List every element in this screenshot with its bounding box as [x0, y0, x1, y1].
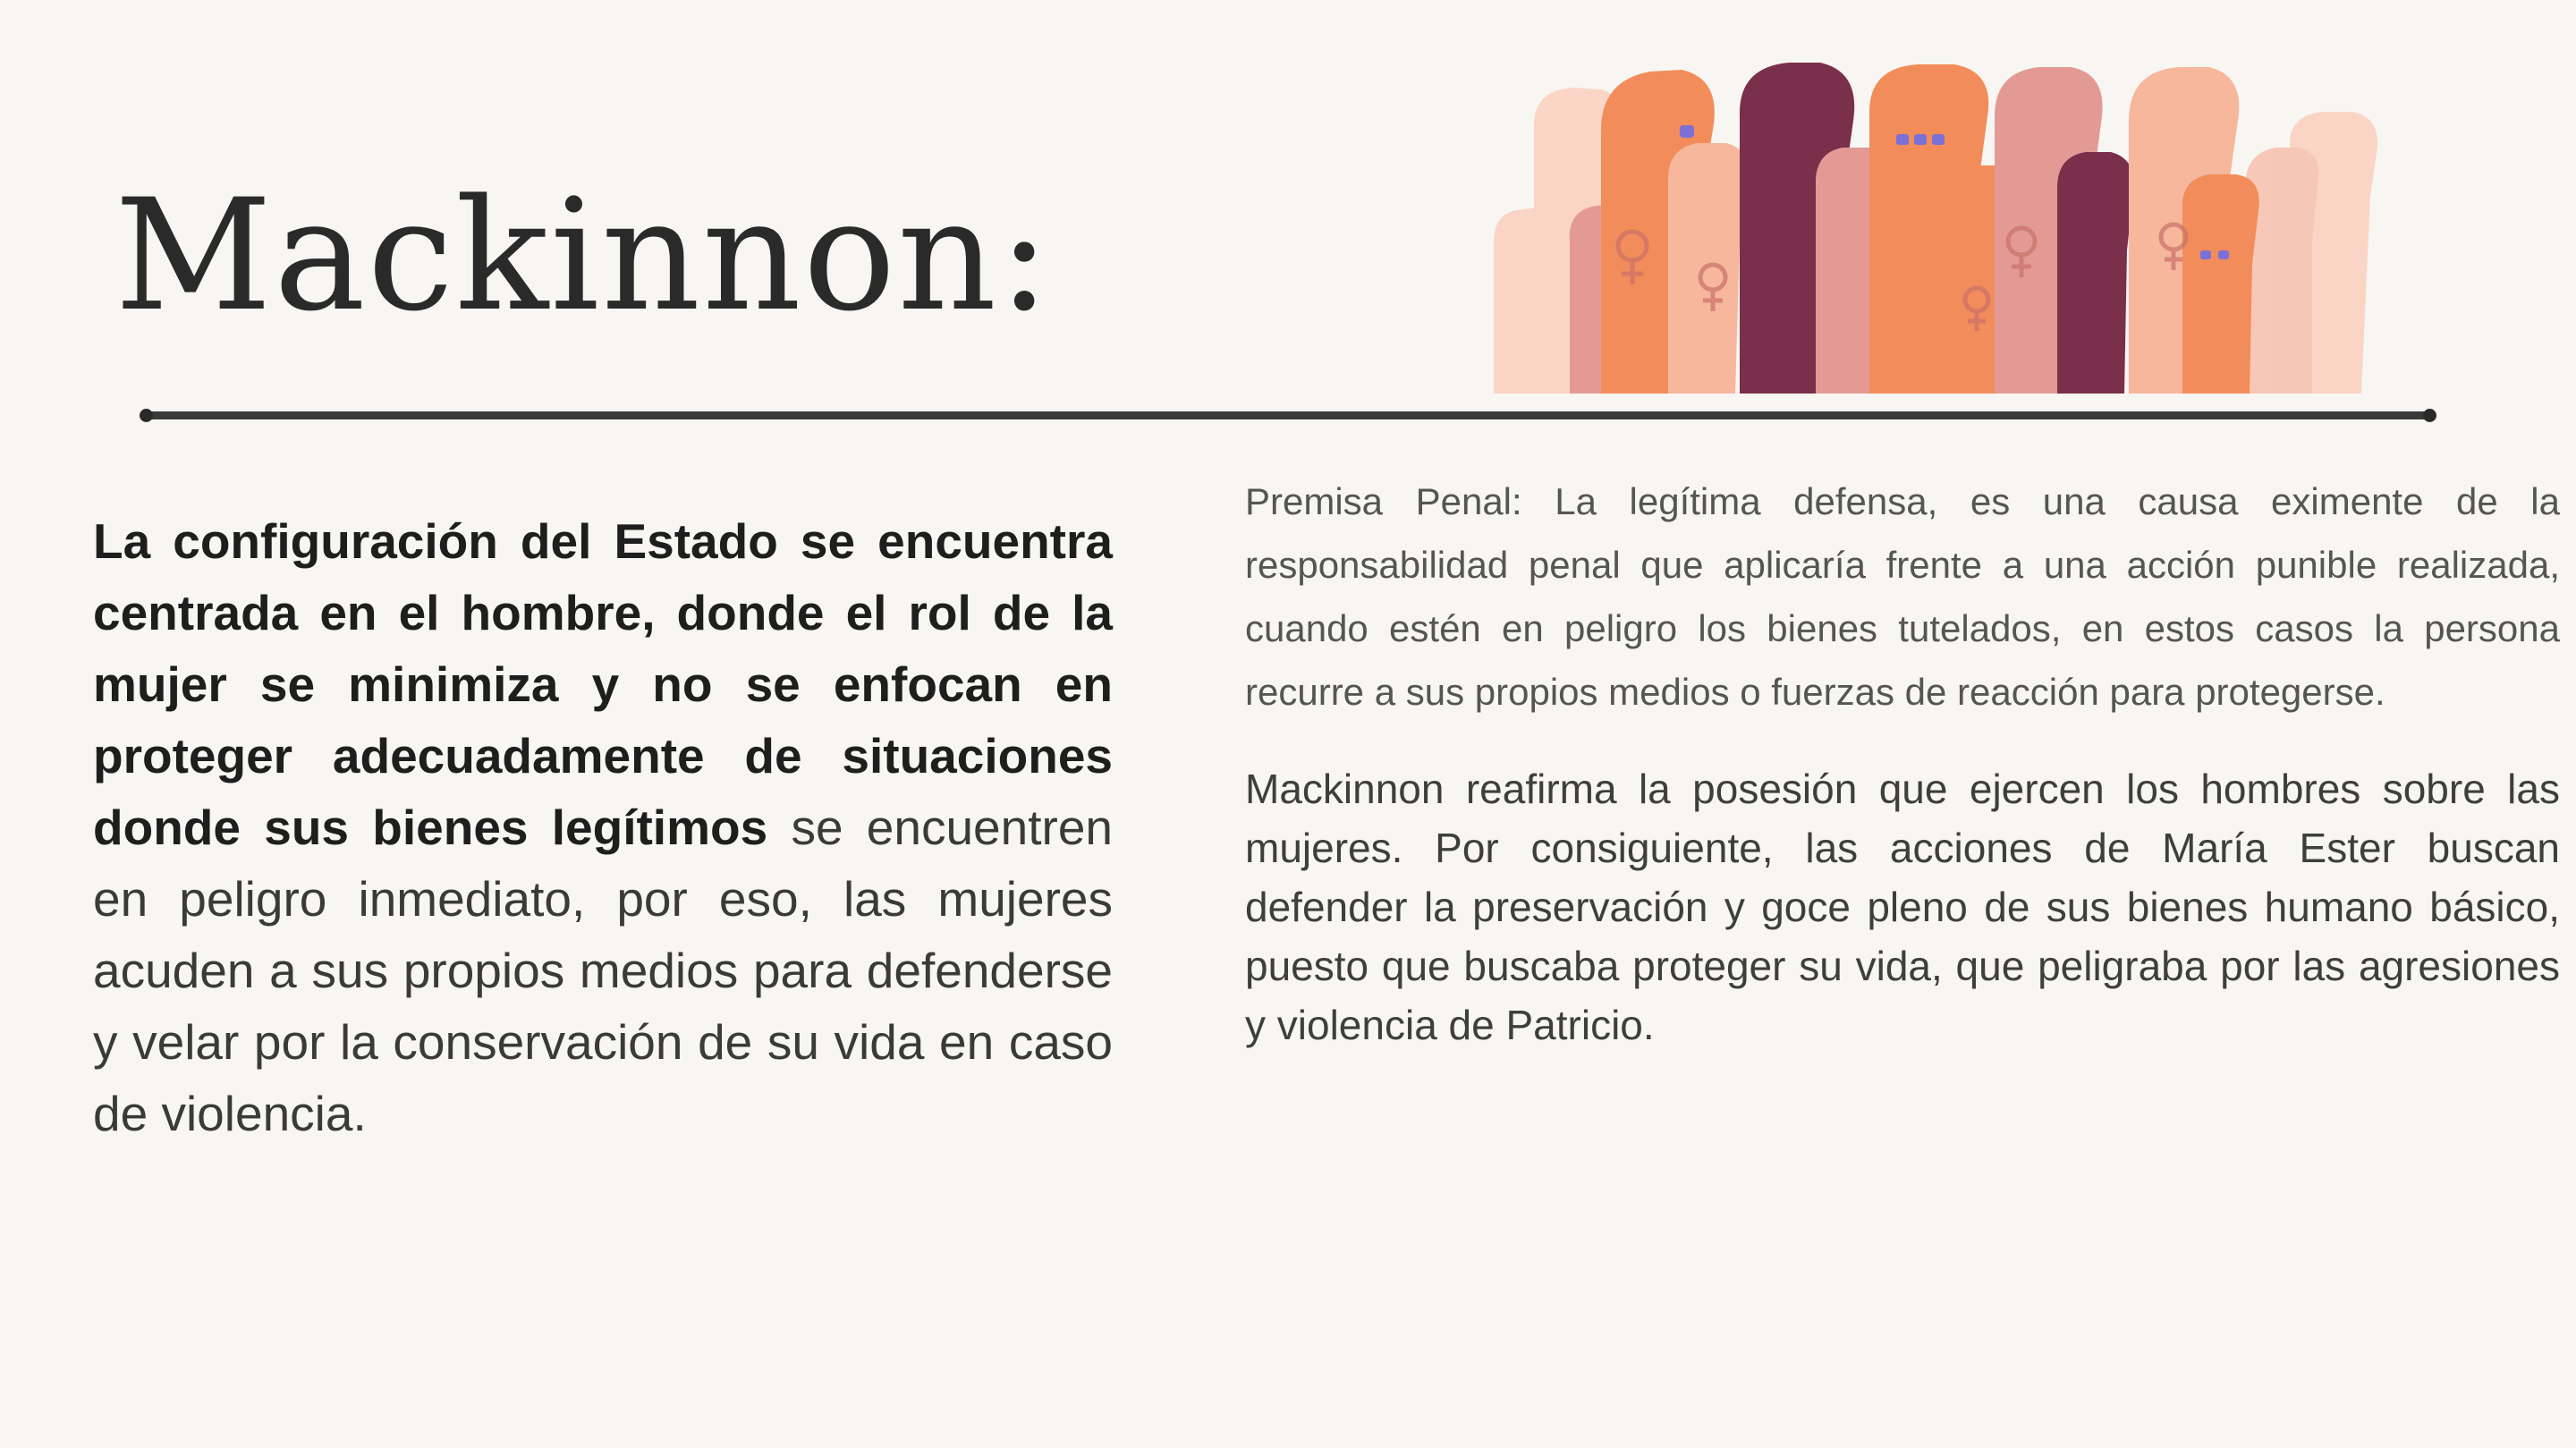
- page-title: Mackinnon:: [114, 165, 1053, 345]
- left-paragraph-regular: se encuentren en peligro inmediato, por eso, las mujeres acuden a sus propios medios para defenderse y velar por la conservación de su vida en caso de violencia.: [93, 800, 1113, 1141]
- raised-fists-illustration: [1467, 63, 2397, 394]
- right-column: [1245, 470, 2560, 1054]
- left-paragraph: [93, 505, 1113, 1149]
- premise-paragraph: Premisa Penal: La legítima defensa, es una causa eximente de la responsabilidad penal que aplicaría frente a una acción punible realizada, cuando estén en peligro los bienes tutelados, en estos casos la persona recurre a sus propios medios o fuerzas de reacción para protegerse.: [1245, 480, 2560, 713]
- divider-line: [143, 411, 2433, 419]
- reaffirm-paragraph: Mackinnon reafirma la posesión que ejercen los hombres sobre las mujeres. Por consiguiente, las acciones de María Ester buscan defender la preservación y goce pleno de sus bienes humano básico, puesto que buscaba proteger su vida, que peligraba por las agresiones y violencia de Patricio.: [1245, 766, 2560, 1048]
- left-paragraph-bold: La configuración del Estado se encuentra centrada en el hombre, donde el rol de la mujer se minimiza y no se enfocan en proteger adecuadamente de situaciones donde sus bienes legítimos: [93, 513, 1113, 855]
